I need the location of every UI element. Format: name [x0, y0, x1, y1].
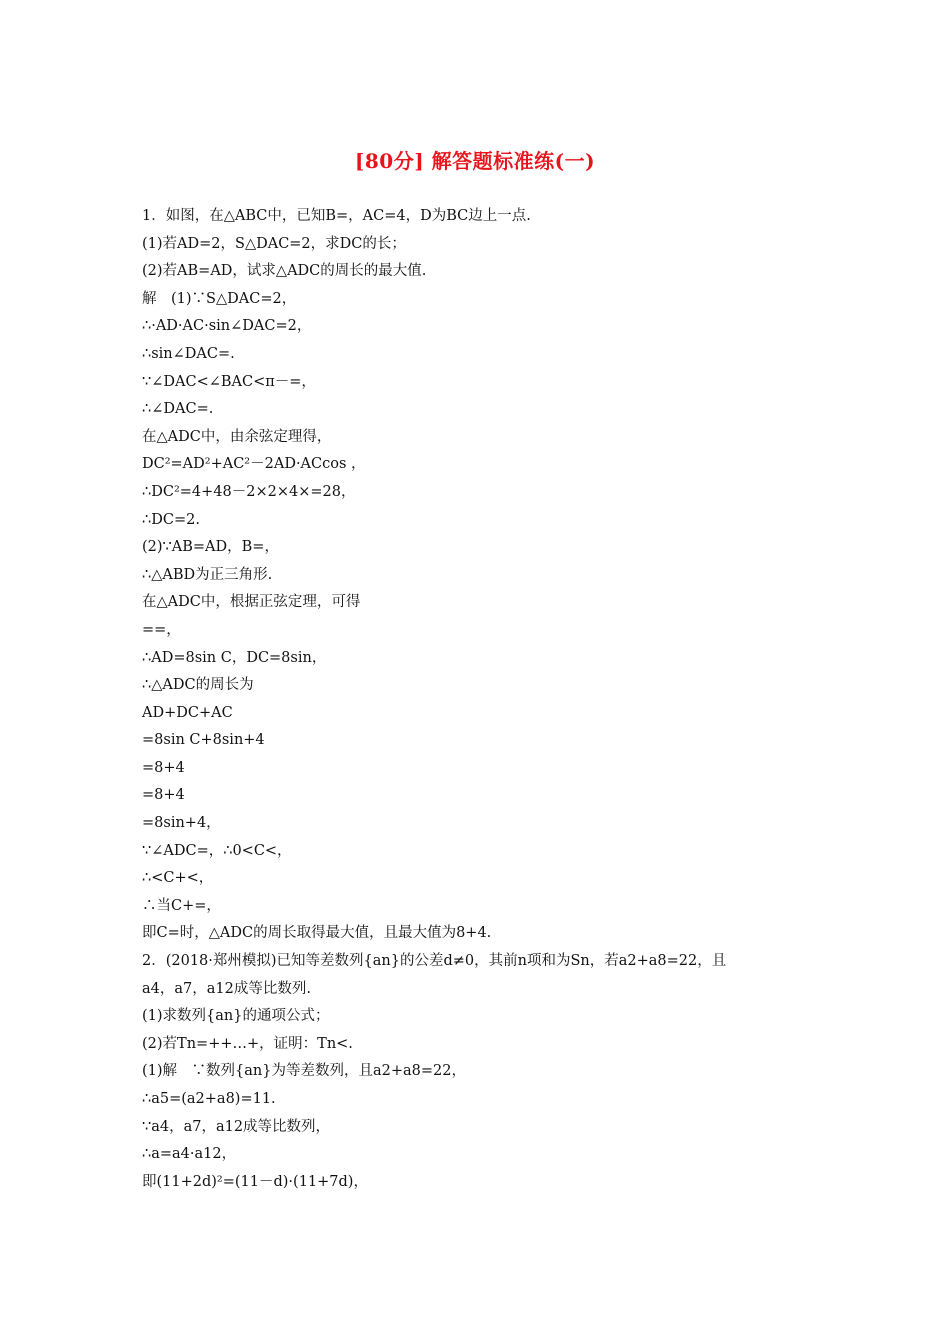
solution-line: =8+4: [142, 787, 185, 804]
solution-line: ∵∠DAC<∠BAC<π－=，: [142, 373, 316, 390]
solution-line: 在△ADC中，根据正弦定理，可得: [142, 594, 361, 611]
solution-line: 在△ADC中，由余弦定理得，: [142, 428, 332, 445]
solution-line: =8sin+4，: [142, 815, 221, 832]
solution-line: ∴∠DAC=.: [142, 401, 214, 418]
solution-line: (2)∵AB=AD，B=，: [142, 539, 279, 556]
problem-2-statement-cont: a4，a7，a12成等比数列.: [142, 980, 311, 997]
solution-line: ∴a5=(a2+a8)=11.: [142, 1091, 276, 1107]
solution-line: AD+DC+AC: [142, 704, 233, 721]
solution-line: (1)解 ∵数列{an}为等差数列，且a2+a8=22，: [142, 1063, 466, 1080]
problem-1-part-2: (2)若AB=AD，试求△ADC的周长的最大值.: [142, 263, 427, 280]
solution-line: =8+4: [142, 759, 185, 776]
solution-line: DC²=AD²+AC²－2AD·ACcos ，: [142, 456, 366, 473]
page-title: [80分] 解答题标准练(一): [354, 149, 596, 173]
solution-line: ∴DC=2.: [142, 511, 200, 528]
solution-line: 解 (1)∵S△DAC=2，: [142, 290, 297, 307]
solution-line: ∴△ABD为正三角形.: [142, 566, 273, 583]
document-body: [142, 203, 822, 1196]
solution-line: =8sin C+8sin+4: [142, 732, 265, 749]
solution-line: ∴·AD·AC·sin∠DAC=2，: [142, 318, 312, 335]
solution-line: ∴△ADC的周长为: [142, 677, 254, 694]
problem-1-part-1: (1)若AD=2，S△DAC=2，求DC的长；: [142, 235, 406, 252]
solution-line: 即(11+2d)²=(11－d)·(11+7d)，: [142, 1173, 368, 1190]
solution-line: ∵∠ADC=，∴0<C<，: [142, 842, 292, 859]
solution-line: ∴<C+<，: [142, 870, 214, 887]
solution-line: 即C=时，△ADC的周长取得最大值，且最大值为8+4.: [142, 925, 492, 942]
problem-2-part-2: (2)若Tn=++…+，证明：Tn<.: [142, 1035, 353, 1052]
solution-line: ==，: [142, 621, 181, 638]
solution-line: ∴a=a4·a12，: [142, 1146, 237, 1163]
solution-line: ∴DC²=4+48－2×2×4×=28，: [142, 483, 356, 500]
problem-2-part-1: (1)求数列{an}的通项公式；: [142, 1008, 330, 1025]
problem-2-statement: 2．(2018·郑州模拟)已知等差数列{an}的公差d≠0，其前n项和为Sn，若a2+a8=22，且: [142, 953, 727, 970]
solution-line: ∴当C+=，: [142, 897, 221, 914]
solution-line: ∵a4，a7，a12成等比数列，: [142, 1118, 331, 1135]
solution-line: ∴AD=8sin C，DC=8sin，: [142, 649, 327, 666]
solution-line: ∴sin∠DAC=.: [142, 345, 235, 362]
problem-1-statement: 1．如图，在△ABC中，已知B=，AC=4，D为BC边上一点.: [142, 208, 531, 224]
